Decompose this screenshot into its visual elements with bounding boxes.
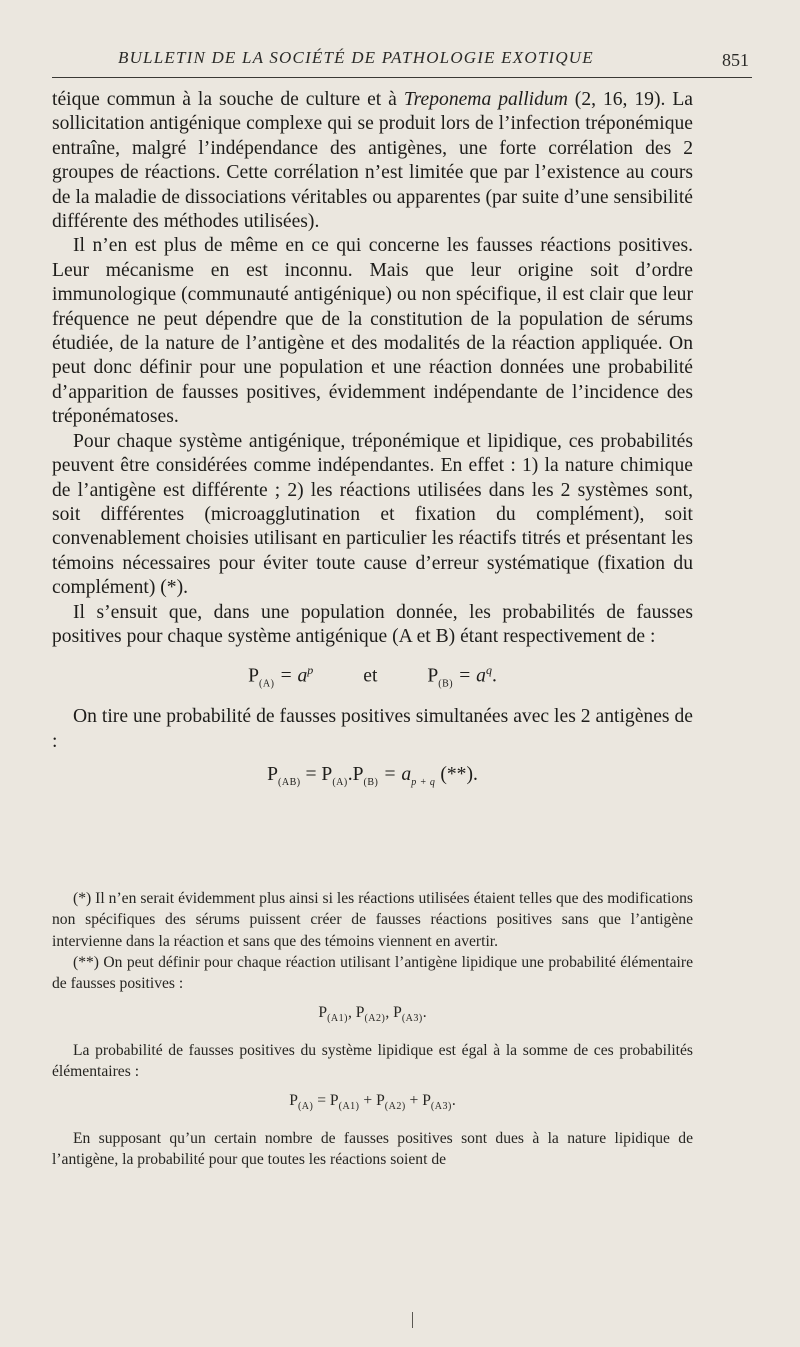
header-rule [52,77,752,78]
fn-eq1-b-sub: (A2) [364,1013,386,1025]
fn-eq2-d-sub: (A3) [430,1101,452,1113]
eq2-part-1: P [267,764,279,785]
paragraph-1-text-b: (2, 16, 19). La sollicitation antigénique complexe qui se produit lors de l’infection tréponémique entraîne, malgré l’indépendance des antigènes, une forte corrélation des 2 groupes de réactions. Cette corrélation n’est limitée que par l’existence au cours de la maladie de dissociations véritables ou apparentes (par suite d’une sensibilité différente des méthodes utilisées). [52,89,693,233]
eq2-footnote-ref: (**). [435,764,478,785]
eq2-sub-4: p + q [411,776,436,788]
fn-eq2-c-sub: (A2) [384,1101,406,1113]
fn-eq2-end: . [451,1092,456,1110]
main-text [52,88,693,803]
eq1-sub-b: (B) [438,678,454,690]
paragraph-2: Il n’en est plus de même en ce qui concerne les fausses réactions positives. Leur mécanisme en est inconnu. Mais que leur origine soit d’ordre immunologique (communauté antigénique) ou non spécifique, il est clair que leur fréquence ne peut dépendre que de la constitution de la population de sérums étudiée, de la nature de l’antigène et des modalités de la réaction appliquée. On peut donc définir pour une population et une réaction données une probabilité d’apparition de fausses positives, évidemment indépendante de l’incidence des tréponématoses. [52,235,693,428]
eq2-sub-2: (A) [332,776,348,788]
footnote-4: En supposant qu’un certain nombre de fausses positives sont dues à la nature lipidique de l’antigène, la probabilité pour que toutes les réactions soient de [52,1129,693,1169]
paragraph-4: Il s’ensuit que, dans une population donnée, les probabilités de fausses positives pour chaque système antigénique (A et B) étant respectivement de : [52,601,693,647]
fn-eq2-b-sub: (A1) [338,1101,360,1113]
eq1-rhs-a: = a [274,665,308,687]
footnotes [52,888,693,1170]
fn-eq2-c: + P [359,1092,385,1110]
eq1-sub-a: (A) [259,678,275,690]
fn-eq2-b: = P [313,1092,339,1110]
fn-eq2-a: P [289,1092,298,1110]
eq1-p-a: P [248,665,260,687]
footnote-equation-2 [52,1090,693,1117]
paragraph-1-text-a: téique commun à la souche de culture et à [52,89,404,110]
fn-eq1-b: , P [347,1004,365,1022]
paragraph-3: Pour chaque système antigénique, tréponémique et lipidique, ces probabilités peuvent être considérées comme indépendantes. En effet : 1) la nature chimique de l’antigène est différente ; 2) les réactions utilisées dans les 2 systèmes sont, soit différentes (microagglutination et fixation du complément), soit convenablement choisies utilisant en particulier les réactifs titrés et présentant les témoins nécessaires pour éviter toute cause d’erreur systématique (fixation du complément) (*). [52,430,693,599]
fn-eq1-end: . [422,1004,427,1022]
footnote-1: (*) Il n’en serait évidemment plus ainsi si les réactions utilisées étaient telles que des modifications non spécifiques des sérums puissent créer de fausses réactions positives sans que l’antigène intervienne dans la réaction et sans que des témoins viennent en avertir. [52,890,693,950]
paragraph-5: On tire une probabilité de fausses positives simultanées avec les 2 antigènes de : [52,706,693,752]
fn-eq1-a-sub: (A1) [327,1013,348,1025]
eq2-part-4: = a [378,764,412,785]
eq1-p-b: P [427,665,439,687]
equation-1 [52,658,693,697]
fn-eq1-c: , P [385,1004,402,1022]
eq2-part-2: = P [300,764,333,785]
footnote-equation-1 [52,1002,693,1029]
paragraph-1 [52,88,693,234]
eq2-part-3: .P [347,764,364,785]
page-number: 851 [722,50,749,70]
eq2-sub-1: (AB) [278,776,301,788]
eq1-sup-q: q [485,663,492,678]
species-name: Treponema pallidum [403,89,568,110]
eq1-sup-p: p [307,663,314,678]
fn-eq1-a: P [318,1004,328,1022]
fn-eq1-c-sub: (A3) [401,1013,423,1025]
footnote-3: La probabilité de fausses positives du système lipidique est égal à la somme de ces probabilités élémentaires : [52,1041,693,1081]
fn-eq2-a-sub: (A) [297,1101,314,1113]
running-head [52,48,752,76]
journal-title: BULLETIN DE LA SOCIÉTÉ DE PATHOLOGIE EXOTIQUE [118,48,594,67]
footnote-2: (**) On peut définir pour chaque réaction utilisant l’antigène lipidique une probabilité élémentaire de fausses positives : [52,953,693,993]
fn-eq2-d: + P [405,1092,431,1110]
eq1-et: et [363,665,378,687]
eq2-sub-3: (B) [363,776,379,788]
eq1-rhs-b: = a [453,665,486,687]
margin-mark [412,1312,413,1328]
equation-2 [52,763,693,795]
eq1-period: . [491,665,497,687]
